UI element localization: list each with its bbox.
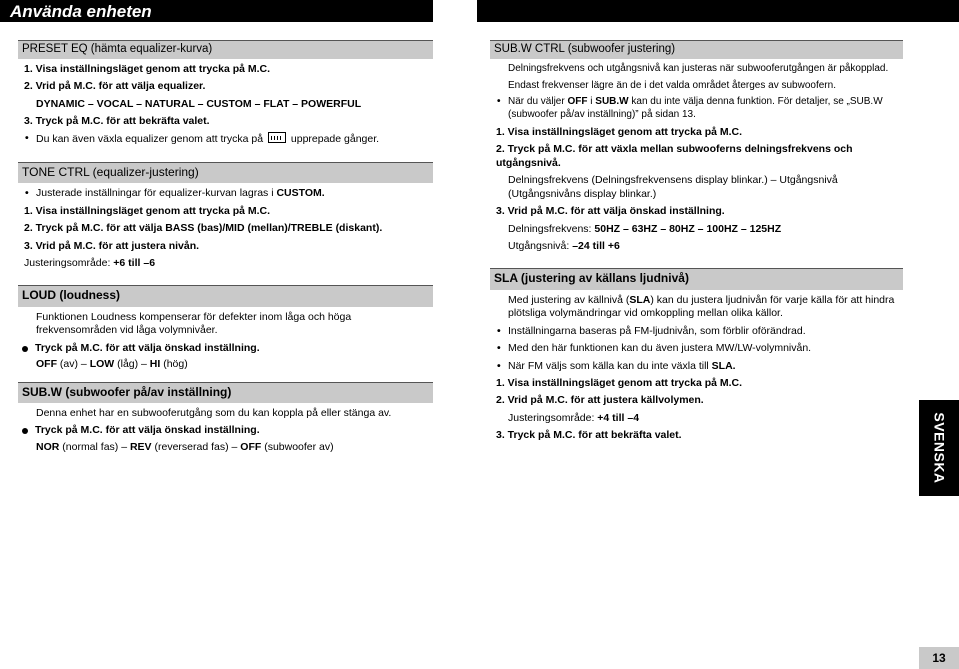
sla-heading [490,268,903,289]
subw-ctrl-heading-text: CTRL (subwoofer justering) [534,43,676,55]
freq-values: 50HZ – 63HZ – 80HZ – 100HZ – 125HZ [594,222,782,235]
sla-step-3: 3. Tryck på M.C. för att bekräfta valet. [496,429,682,442]
subw-ctrl-level [490,240,903,253]
sla-description [490,294,903,321]
sla-range-value: +4 till –4 [597,411,640,424]
tone-step-2: 2. Tryck på M.C. för att välja BASS (bas)/MID (mellan)/TREBLE (diskant). [24,222,383,235]
subw-option-nor-desc: (normal fas) – [62,440,128,453]
sla-step-1: 1. Visa inställningsläget genom att trycka på M.C. [496,376,743,389]
subw-ctrl-heading [490,40,903,59]
freq-label: Delningsfrekvens: [508,222,592,235]
loud-option-hi-desc: (hög) [163,358,188,371]
subw-description: Denna enhet har en subwooferutgång som du kan koppla på eller stänga av. [36,406,392,419]
subw-heading-bold: SUB.W [22,384,62,399]
sla-step-2: 2. Vrid på M.C. för att justera källvolymen. [496,394,704,407]
tone-ctrl-heading: TONE CTRL (equalizer-justering) [18,162,433,183]
subw-ctrl-step-1: 1. Visa inställningsläget genom att trycka på M.C. [496,125,743,138]
preset-note [18,132,433,146]
page-title-text: Använda enheten [10,2,152,21]
sla-bullet-3-sla: SLA [711,359,733,372]
language-tab-text: SVENSKA [931,412,948,484]
loud-heading-text: LOUD (loudness) [22,288,120,303]
preset-note-text: Du kan även växla equalizer genom att trycka på [36,133,264,146]
tone-range [18,257,433,270]
subw-ctrl-freq [490,223,903,236]
subw-option-rev-desc: (reverserad fas) – [154,440,238,453]
subw-ctrl-note-e: kan du inte välja denna funktion. För detaljer, se „SUB.W (subwoofer på/av inställning)” på sidan 13. [508,96,883,121]
subw-ctrl-desc-1: Delningsfrekvens och utgångsnivå kan justeras när subwooferutgången är påkopplad. [508,62,889,74]
subw-heading-text: (subwoofer på/av inställning) [65,384,232,399]
subw-ctrl-note [490,96,903,122]
tone-note-text: Justerade inställningar för equalizer-kurvan lagras i [36,187,274,200]
loud-option-low: LOW [89,358,115,371]
subw-option-nor: NOR [36,440,60,453]
loud-options [18,358,433,371]
sla-heading-text: SLA (justering av källans ljudnivå) [494,271,689,286]
sla-range [490,412,903,425]
sla-bullet-3-text: När FM väljs som källa kan du inte växla till [508,359,709,372]
sla-bullet-1: • Inställningarna baseras på FM-ljudnivån, som förblir oförändrad. [490,325,903,338]
subw-ctrl-heading-bold: SUB.W [494,43,532,55]
loud-option-low-desc: (låg) – [117,358,147,371]
header-bar-right [477,0,959,22]
eq-button-icon [268,132,286,143]
subw-ctrl-step-2-detail: Delningsfrekvens (Delningsfrekvensens display blinkar.) – Utgångsnivå (Utgångsnivåns display blinkar.) [508,174,838,200]
subw-ctrl-desc-2: Endast frekvenser lägre än de i det valda området återges av subwoofern. [508,79,836,91]
tone-step-3: 3. Vrid på M.C. för att justera nivån. [24,239,200,252]
subw-ctrl-step-3: 3. Vrid på M.C. för att välja önskad inställning. [496,205,725,218]
page-number: 13 [919,647,959,669]
loud-option-hi: HI [149,358,161,371]
level-label: Utgångsnivå: [508,239,570,252]
sla-bullet-2: • Med den här funktionen kan du även justera MW/LW-volymnivån. [490,342,903,355]
tone-note [18,187,433,200]
sla-range-label: Justeringsområde: [508,411,595,424]
language-tab [919,400,959,496]
preset-step-2: 2. Vrid på M.C. för att välja equalizer. [24,80,206,93]
level-values: –24 till +6 [572,239,620,252]
loud-heading [18,285,433,306]
tone-step-1: 1. Visa inställningsläget genom att trycka på M.C. [24,204,271,217]
preset-options: DYNAMIC – VOCAL – NATURAL – CUSTOM – FLAT – POWERFUL [36,97,362,110]
subw-options [18,441,433,454]
subw-heading [18,382,433,403]
sla-desc-sla: SLA [629,293,651,306]
subw-option-off: OFF [240,440,262,453]
tone-note-custom: CUSTOM. [276,187,325,200]
subw-ctrl-step-2: 2. Tryck på M.C. för att växla mellan subwooferns delningsfrekvens och utgångsnivå. [496,143,853,169]
left-column [18,40,433,458]
tone-range-value: +6 till –6 [113,257,156,270]
preset-eq-heading: PRESET EQ (hämta equalizer-kurva) [18,40,433,59]
subw-action: Tryck på M.C. för att välja önskad inställning. [18,424,433,437]
preset-step-3: 3. Tryck på M.C. för att bekräfta valet. [24,115,210,128]
loud-option-off: OFF [36,358,57,371]
sla-desc-c: ) kan du justera ljudnivån för varje källa för att hindra plötsliga volymändringar vid omkoppling mellan olika källor. [508,293,895,320]
right-column [490,40,903,447]
sla-desc-a: Med justering av källnivå ( [508,293,630,306]
preset-note-text-end: upprepade gånger. [290,133,380,146]
subw-option-rev: REV [129,440,152,453]
subw-option-off-desc: (subwoofer av) [264,440,334,453]
tone-range-label: Justeringsområde: [24,257,111,270]
subw-ctrl-note-subw: SUB.W [595,96,629,108]
page-title [0,0,433,22]
loud-description: Funktionen Loudness kompenserar för defekter inom låga och höga frekvensområden vid låga volymnivåer. [36,310,352,337]
loud-action: Tryck på M.C. för att välja önskad inställning. [18,342,433,355]
loud-option-off-desc: (av) – [59,358,87,371]
subw-ctrl-note-off: OFF [567,96,588,108]
preset-step-1: 1. Visa inställningsläget genom att trycka på M.C. [24,62,271,75]
sla-bullet-3: • När FM väljs som källa kan du inte växla till SLA. [490,360,903,373]
subw-ctrl-note-c: i [590,96,593,108]
subw-ctrl-note-a: När du väljer [508,96,565,108]
